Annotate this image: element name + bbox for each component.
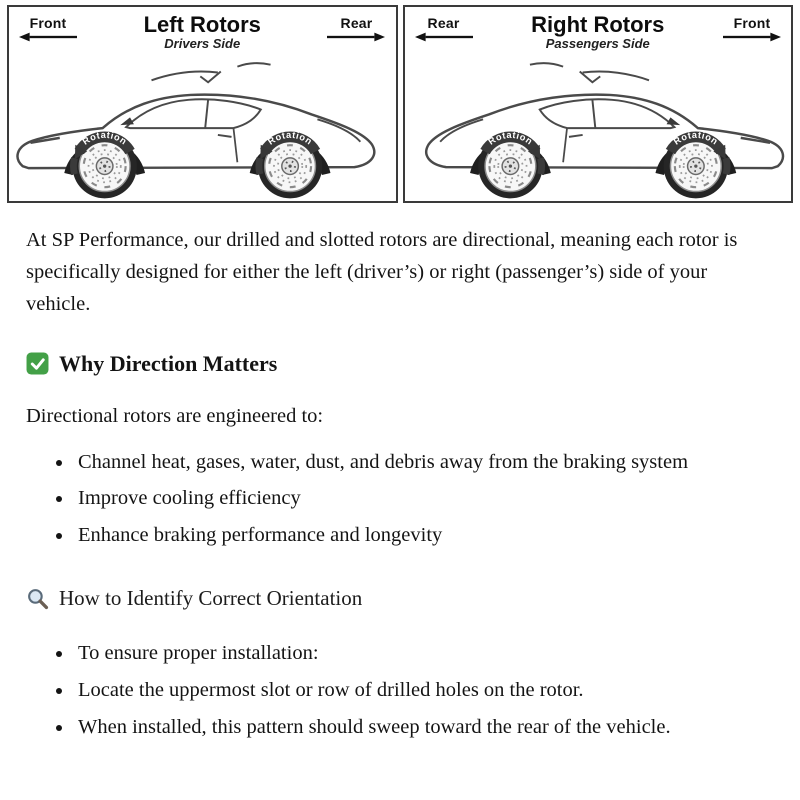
section-heading-why-direction-matters [26,347,772,381]
section2-bullet-list [26,638,772,743]
list-item: • To ensure proper installation: [74,638,772,670]
check-icon [26,352,49,375]
list-item: • Channel heat, gases, water, dust, and debris away from the braking system [74,447,772,479]
rear-label: Rear [427,15,460,31]
rotation-banner: Rotation [485,129,535,147]
section-heading-identify-orientation [26,582,772,615]
left-panel-title-block [144,13,261,51]
front-label: Front [29,15,67,31]
right-panel-subtitle: Passengers Side [545,36,650,52]
list-item: • Improve cooling efficiency [74,483,772,515]
section1-lead: Directional rotors are engineered to: [26,404,324,427]
rear-arrow-right [327,13,385,42]
list-item: • When installed, this pattern should sweep toward the rear of the vehicle. [74,712,772,744]
front-label: Front [733,15,771,31]
section-heading-text: How to Identify Correct Orientation [59,585,363,610]
right-panel-title-block [531,13,664,51]
magnifier-icon [26,587,49,610]
arrow-right-icon [723,32,781,42]
left-panel-header [9,7,396,51]
rear-label: Rear [340,15,373,31]
left-panel-subtitle: Drivers Side [164,36,241,52]
arrow-right-icon [327,32,385,42]
arrow-left-icon [19,32,77,42]
right-rotors-panel [403,5,794,203]
right-panel-title: Right Rotors [531,12,665,37]
rotation-banner: Rotation [80,129,129,147]
left-panel-title: Left Rotors [143,12,261,37]
rotor-direction-diagram [0,0,800,211]
right-car-illustration [405,51,792,201]
front-arrow-right [723,13,781,42]
section-heading-text: Why Direction Matters [59,350,278,376]
right-panel-header [405,7,792,51]
arrow-left-icon [415,32,473,42]
left-car-illustration [9,51,396,201]
front-arrow-left [19,13,77,42]
rotation-banner: Rotation [266,129,315,147]
section1-bullet-list [26,447,772,552]
left-rotors-panel [7,5,398,203]
rear-arrow-left [415,13,473,42]
rotation-banner: Rotation [671,129,720,147]
article-body [0,211,800,783]
list-item: • Enhance braking performance and longevity [74,520,772,552]
intro-paragraph: At SP Performance, our drilled and slotted rotors are directional, meaning each rotor is specifically designed for either the left (driver’s) or right (passenger’s) side of your vehicle. [26,229,738,315]
list-item: • Locate the uppermost slot or row of drilled holes on the rotor. [74,675,772,707]
